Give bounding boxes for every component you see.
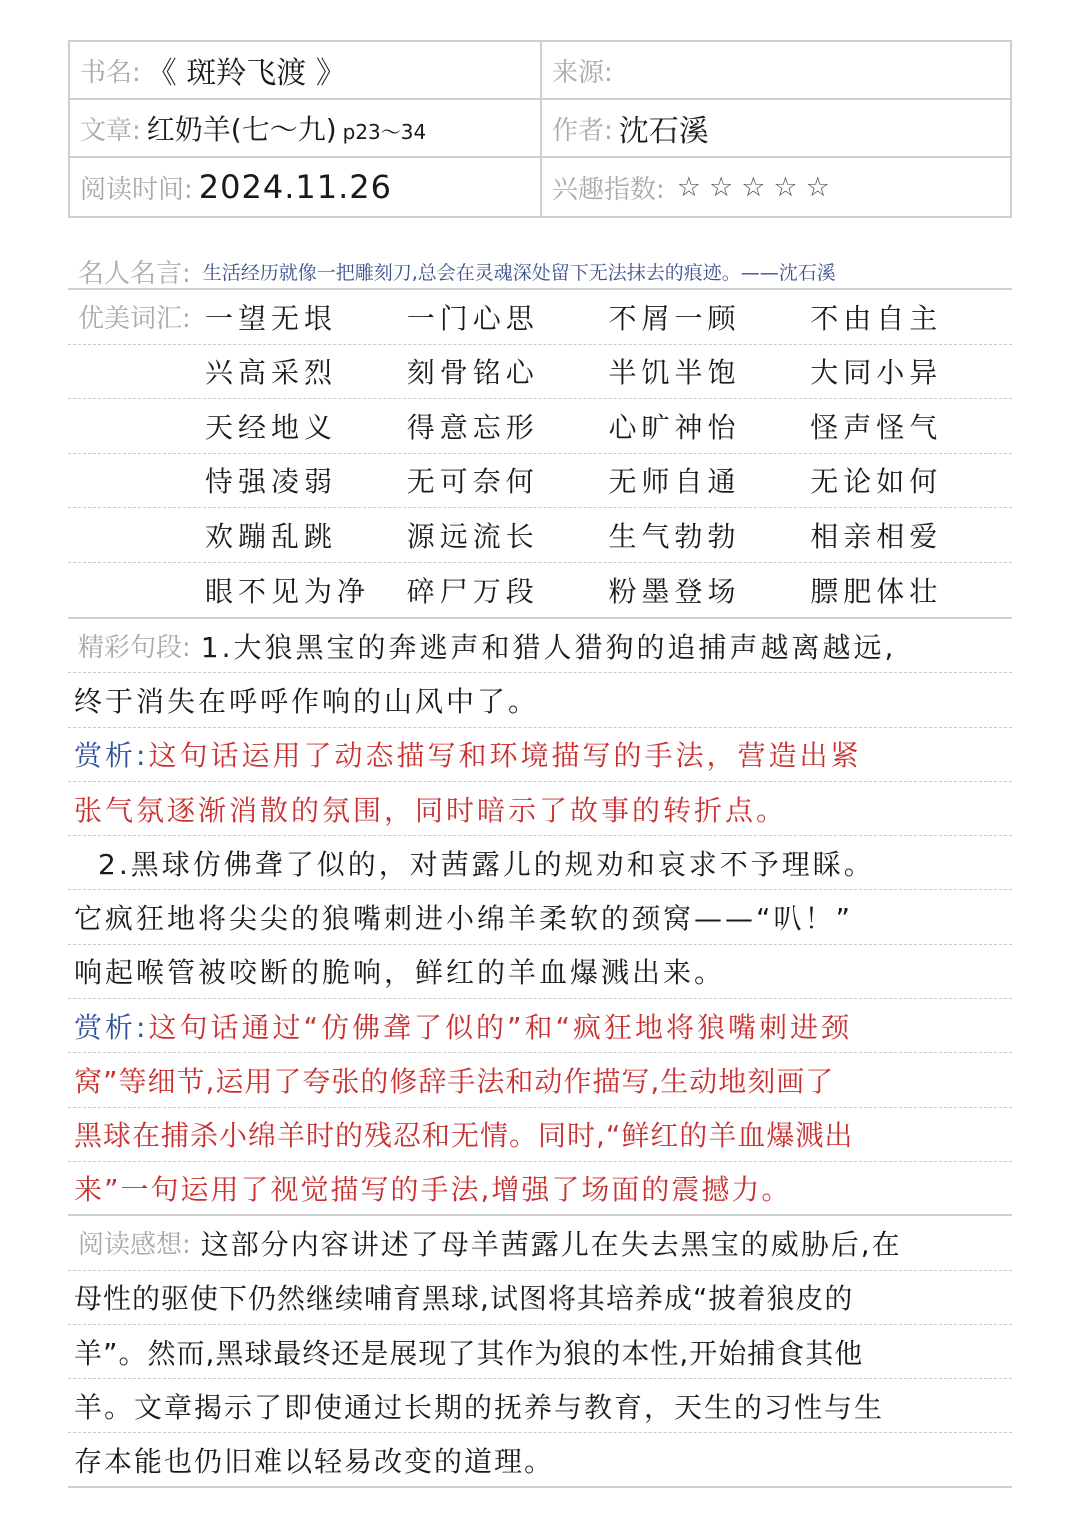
star-icon[interactable]: ☆ [805,171,830,203]
vocab-word: 兴高采烈 [205,356,338,390]
vocab-word: 不由自主 [810,301,943,335]
passage-line [68,619,1012,673]
vocab-label: 优美词汇: [78,304,191,335]
reflection-section [68,1216,1012,1487]
vocab-word: 一望无垠 [205,301,338,335]
star-icon[interactable]: ☆ [676,171,701,203]
interest-rating[interactable] [677,172,838,203]
vocab-row [68,290,1012,345]
reflection-line [68,1379,1012,1433]
vocab-word: 心旷神怡 [608,410,741,444]
vocab-row [68,508,1012,563]
star-icon[interactable]: ☆ [741,171,766,203]
author-cell [542,100,1010,156]
reflection-text: 这部分内容讲述了母羊茜露儿在失去黑宝的威胁后,在 [200,1227,902,1261]
vocab-word: 膘肥体壮 [810,574,943,608]
analysis-line [68,728,1012,782]
vocab-row [68,345,1012,400]
passages-section [68,619,1012,1216]
star-icon[interactable]: ☆ [773,171,798,203]
vocab-row [68,399,1012,454]
vocab-word: 生气勃勃 [608,519,741,553]
article-cell [70,100,542,156]
interest-cell [542,158,1010,216]
passage-2-text: 它疯狂地将尖尖的狼嘴刺进小绵羊柔软的颈窝——“叭！” [74,902,854,936]
vocab-row [68,454,1012,509]
vocab-word: 源远流长 [406,519,539,553]
analysis-1-text: 这句话运用了动态描写和环境描写的手法，营造出紧 [148,739,862,773]
article-label: 文章: [80,115,141,146]
vocab-word: 大同小异 [810,356,943,390]
passage-line [68,673,1012,727]
passage-line [68,836,1012,890]
vocab-word: 无可奈何 [406,465,539,499]
reflection-line [68,1271,1012,1325]
analysis-2-text: 来”一句运用了视觉描写的手法,增强了场面的震撼力。 [74,1173,792,1207]
passages-label: 精彩句段: [78,633,191,664]
vocab-word: 半饥半饱 [608,356,741,390]
reflection-text: 羊。文章揭示了即使通过长期的抚养与教育，天生的习性与生 [74,1390,885,1424]
article-pages: p23～34 [342,120,427,144]
vocab-word: 碎尸万段 [406,574,539,608]
vocab-word: 怪声怪气 [810,410,943,444]
date-label: 阅读时间: [80,174,193,205]
analysis-2-text: 黑球在捕杀小绵羊时的残忍和无情。同时,“鲜红的羊血爆溅出 [74,1119,854,1153]
article-chapters: 红奶羊(七～九) [146,113,337,146]
article-title [147,108,426,148]
famous-quote-line [68,254,1012,290]
vocab-word: 恃强凌弱 [205,465,338,499]
vocab-word: 相亲相爱 [810,519,943,553]
vocab-word: 天经地义 [205,410,338,444]
vocab-word: 不屑一顾 [608,301,741,335]
analysis-2-text: 这句话通过“仿佛聋了似的”和“疯狂地将狼嘴刺进颈 [148,1010,852,1044]
vocab-word: 无论如何 [810,465,943,499]
book-title: 《 斑羚飞渡 》 [146,56,346,91]
analysis-2-text: 窝”等细节,运用了夸张的修辞手法和动作描写,生动地刻画了 [74,1065,835,1099]
analysis-line [68,1053,1012,1107]
reflection-text: 母性的驱使下仍然继续哺育黑球,试图将其培养成“披着狼皮的 [74,1282,854,1316]
interest-label: 兴趣指数: [552,174,665,205]
quote-label: 名人名言: [78,258,191,289]
vocabulary-section [68,290,1012,619]
vocab-word: 刻骨铭心 [406,356,539,390]
reflection-line [68,1433,1012,1487]
vocab-word: 得意忘形 [406,410,539,444]
vocab-word: 无师自通 [608,465,741,499]
reflection-line [68,1325,1012,1379]
analysis-label: 赏析: [74,1010,149,1044]
passage-2-text: 响起喉管被咬断的脆响，鲜红的羊血爆溅出来。 [74,956,726,990]
book-cell [70,42,542,98]
reflection-line [68,1216,1012,1270]
analysis-line [68,999,1012,1053]
book-label: 书名: [80,57,141,88]
vocab-row [68,563,1012,618]
vocab-word: 粉墨登场 [608,574,741,608]
reading-date: 2024.11.26 [198,168,392,206]
reflection-text: 羊”。然而,黑球最终还是展现了其作为狼的本性,开始捕食其他 [74,1336,864,1370]
passage-line [68,945,1012,999]
passage-line [68,890,1012,944]
info-row-2 [70,100,1010,158]
reflection-text: 存本能也仍旧难以轻易改变的道理。 [74,1444,555,1478]
vocab-word: 眼不见为净 [205,574,371,608]
analysis-line [68,1108,1012,1162]
vocab-word: 欢蹦乱跳 [205,519,338,553]
info-row-3 [70,158,1010,216]
author-name: 沈石溪 [618,114,709,149]
analysis-1-text: 张气氛逐渐消散的氛围，同时暗示了故事的转折点。 [74,793,788,827]
date-cell [70,158,542,216]
passage-2-text: 2.黑球仿佛聋了似的，对茜露儿的规劝和哀求不予理睬。 [98,847,875,881]
analysis-line [68,782,1012,836]
info-table [68,40,1012,218]
passage-1-text: 终于消失在呼呼作响的山风中了。 [74,684,540,718]
quote-text: 生活经历就像一把雕刻刀,总会在灵魂深处留下无法抹去的痕迹。——沈石溪 [202,261,836,284]
analysis-line [68,1162,1012,1216]
author-label: 作者: [552,115,613,146]
info-row-1 [70,42,1010,100]
star-icon[interactable]: ☆ [708,171,734,203]
vocab-word: 一门心思 [406,301,539,335]
passage-1-text: 1.大狼黑宝的奔逃声和猎人猎狗的追捕声越离越远, [200,630,897,664]
reading-note-sheet [68,40,1012,1488]
reflection-label: 阅读感想: [78,1230,191,1261]
source-cell [542,42,1010,98]
analysis-label: 赏析: [74,739,149,773]
source-label: 来源: [552,57,613,88]
